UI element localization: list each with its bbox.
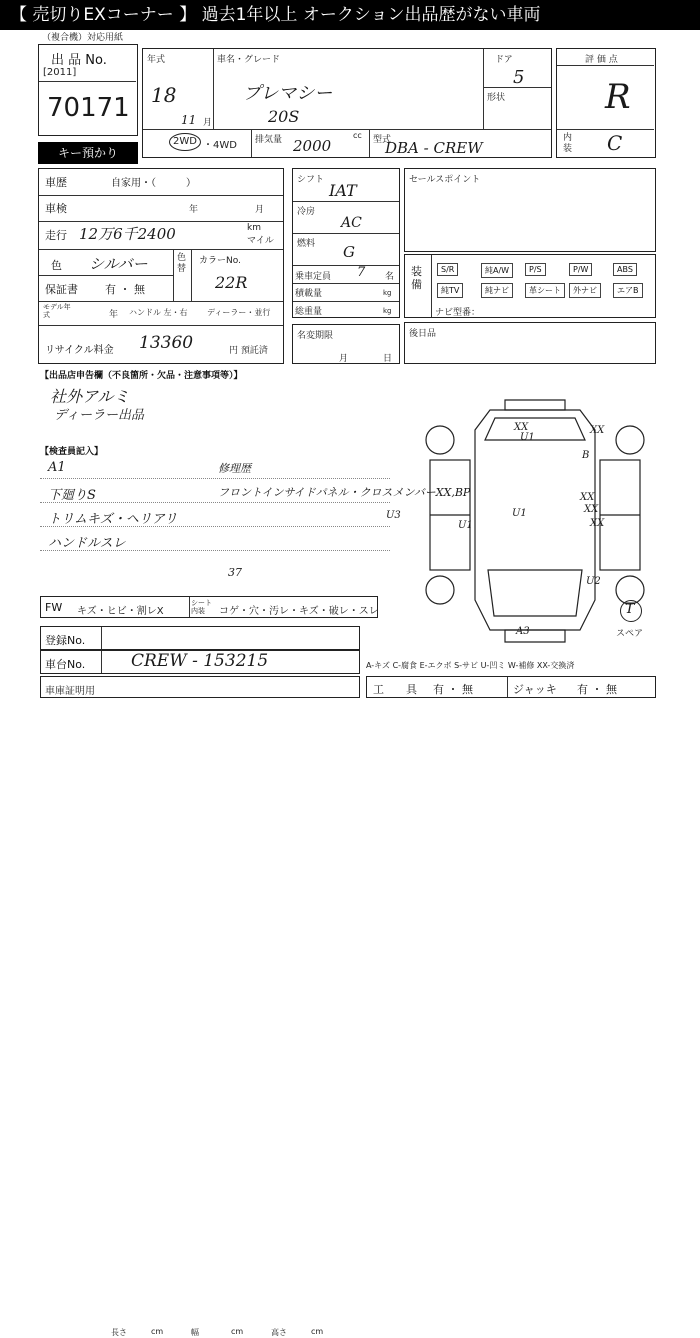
shape-label: 形状 (487, 93, 506, 103)
shift-value: IAT (329, 181, 357, 200)
equipment-label: 装備 (411, 265, 422, 291)
jack-options: 有 ・ 無 (577, 683, 617, 696)
model-year-unit: 年 (109, 310, 119, 320)
tools-row (366, 676, 656, 698)
damage-mark: XX (584, 504, 599, 515)
warranty-options: 有 ・ 無 (105, 283, 145, 296)
grade-value: 20S (268, 107, 300, 126)
diagram-legend: A-キズ C-腐食 E-エクボ S-サビ U-凹ミ W-補修 XX-交換済 (366, 661, 575, 670)
inspector-note-left: 下廻りS (48, 488, 96, 503)
month-value: 11 (181, 113, 197, 127)
fw-label: FW (45, 601, 63, 614)
later-label: 後日品 (409, 329, 437, 339)
garage-cert-cell: cm (311, 1327, 324, 1336)
garage-cert-cell: cm (151, 1327, 164, 1336)
lot-number: 70171 (47, 93, 130, 123)
drive-4wd: ・4WD (203, 140, 237, 151)
seller-notes-label: 【出品店申告欄（不良箇所・欠品・注意事項等）】 (40, 371, 243, 381)
equipment-item: 純ナビ (481, 283, 513, 298)
mileage-label: 走行 (45, 229, 67, 242)
mid-info-table (292, 168, 400, 318)
equipment-item: P/S (525, 263, 546, 276)
equipment-item: エアB (613, 283, 643, 298)
navi-label: ナビ型番： (435, 308, 481, 318)
color-no-label: カラーNo. (199, 256, 241, 266)
auction-sheet (0, 30, 700, 1337)
garage-cert-cell: 長さ (111, 1328, 127, 1337)
damage-mark: XX (514, 422, 529, 433)
fw-text: キズ・ヒビ・割レX (77, 606, 164, 617)
mileage-value: 12万6千2400 (79, 225, 176, 243)
equipment-item: ABS (613, 263, 637, 276)
history-options: 自家用・（ ） (111, 178, 196, 189)
model-year-label: モデル年式 (43, 303, 71, 319)
garage-cert-cell: cm (231, 1327, 244, 1336)
year-value: 18 (151, 83, 177, 107)
partial-label: （複合機）対応用紙 (42, 33, 124, 43)
color-value: シルバー (89, 255, 148, 273)
score-value: R (605, 77, 631, 117)
inspector-note-right: 修理歴 (218, 462, 251, 475)
interior-value: C (607, 131, 623, 155)
score-box (556, 48, 656, 158)
later-items-box (404, 322, 656, 364)
garage-cert-label: 車庫証明用 (45, 686, 95, 697)
handle-label: ハンドル 左・右 (129, 308, 188, 317)
lot-year: [2011] (43, 67, 77, 78)
inspector-label: 【検査員記入】 (40, 447, 104, 457)
deadline-label: 名変期限 (297, 331, 334, 341)
fuel-label: 燃料 (297, 239, 316, 249)
damage-mark: U2 (586, 576, 601, 587)
garage-cert-cell: 高さ (271, 1328, 287, 1337)
equipment-item: P/W (569, 263, 592, 276)
spare-mark: T (625, 601, 635, 617)
history-label: 車歴 (45, 176, 67, 189)
damage-mark: U1 (458, 520, 473, 531)
inspection-label: 車検 (45, 202, 67, 215)
capacity-label: 乗車定員 (295, 272, 332, 282)
inspector-note-left: トリムキズ・ヘリアリ (48, 512, 178, 527)
shift-label: シフト (297, 175, 325, 185)
ac-label: 冷房 (297, 207, 316, 217)
type-label: 型式 (373, 135, 392, 145)
model-label: 車名・グレード (217, 55, 281, 65)
banner-title: 【 売切りEXコーナー 】 過去1年以上 オークション出品歴がない車両 (0, 0, 700, 30)
model-value: プレマシー (243, 83, 333, 104)
inspection-year: 年 (189, 205, 199, 215)
inspection-month: 月 (255, 205, 265, 215)
doors-value: 5 (513, 67, 525, 88)
year-label: 年式 (147, 55, 166, 65)
load-unit: kg (383, 289, 392, 297)
damage-mark: U1 (512, 508, 527, 519)
month-unit: 月 (203, 118, 213, 128)
chassis-row (40, 650, 360, 674)
sheet-label: シート内装 (191, 599, 212, 615)
damage-mark: XX (590, 425, 605, 436)
weight-label: 総重量 (295, 307, 323, 317)
weight-unit: kg (383, 307, 392, 315)
damage-mark: A3 (516, 626, 530, 637)
garage-cert-row (40, 676, 360, 1337)
jack-label: ジャッキ (513, 683, 557, 696)
deadline-month: 月 (339, 354, 349, 364)
key-label: キー預かり (38, 142, 138, 164)
capacity-unit: 名 (385, 272, 395, 282)
ac-value: AC (341, 215, 362, 231)
garage-cert-cell: 幅 (191, 1328, 199, 1337)
equipment-box (404, 254, 656, 318)
fw-row (40, 596, 378, 618)
recycle-unit: 円 預託済 (229, 346, 268, 356)
drive-2wd: 2WD (173, 136, 197, 147)
chassis-value: CREW - 153215 (131, 651, 269, 671)
spare-label: スペア (616, 629, 644, 639)
displacement-unit: cc (353, 131, 362, 140)
seller-note-line-2: ディーラー出品 (54, 408, 144, 423)
deadline-day: 日 (383, 354, 393, 364)
equipment-item: S/R (437, 263, 458, 276)
equipment-item: 革シート (525, 283, 565, 298)
name-change-box (292, 324, 400, 364)
equipment-item: 純TV (437, 283, 463, 298)
dealer-label: ディーラー・並行 (207, 308, 271, 317)
sheet-text: コゲ・穴・汚レ・キズ・破レ・スレ (219, 606, 379, 617)
tools-options: 有 ・ 無 (433, 683, 473, 696)
type-value: DBA - CREW (385, 139, 483, 157)
left-info-table (38, 168, 284, 364)
mileage-unit-mile: マイル (247, 236, 274, 246)
lot-label: 出 品 No. (51, 53, 107, 68)
note-number-37: 37 (228, 566, 242, 579)
sales-point-box (404, 168, 656, 252)
damage-mark: XX (590, 518, 605, 529)
doors-label: ドア (495, 55, 513, 65)
vehicle-header-box (142, 48, 552, 158)
registration-row (40, 626, 360, 650)
equipment-item: 純A/W (481, 263, 513, 278)
fuel-value: G (343, 243, 355, 261)
mileage-unit-km: km (247, 223, 261, 233)
displacement-label: 排気量 (255, 135, 283, 145)
color-change-label: 色替 (177, 253, 187, 274)
interior-label: 内装 (563, 133, 573, 154)
tools-label: 工 具 (373, 683, 417, 696)
equipment-item: 外ナビ (569, 283, 601, 298)
score-label: 評 価 点 (585, 55, 618, 65)
sales-point-label: セールスポイント (409, 175, 481, 185)
damage-mark: B (582, 450, 590, 461)
damage-mark: U1 (520, 432, 535, 443)
damage-mark: U3 (386, 510, 401, 521)
recycle-label: リサイクル料金 (45, 345, 114, 356)
inspector-note-left: ハンドルスレ (48, 536, 126, 551)
car-diagram (400, 380, 690, 660)
color-label: 色 (51, 259, 62, 272)
color-no-value: 22R (215, 273, 248, 292)
lot-box (38, 44, 138, 136)
recycle-value: 13360 (139, 333, 194, 353)
chassis-label: 車台No. (45, 658, 86, 671)
damage-mark: XX (580, 492, 595, 503)
registration-label: 登録No. (45, 634, 86, 647)
inspector-note-left: A1 (48, 460, 66, 475)
load-label: 積載量 (295, 289, 323, 299)
capacity-value: 7 (357, 265, 366, 280)
warranty-label: 保証書 (45, 283, 78, 296)
seller-note-line-1: 社外アルミ (50, 387, 130, 406)
displacement-value: 2000 (293, 137, 332, 155)
inspector-note-right: フロントインサイドパネル・クロスメンバーXX,BP (218, 486, 471, 499)
